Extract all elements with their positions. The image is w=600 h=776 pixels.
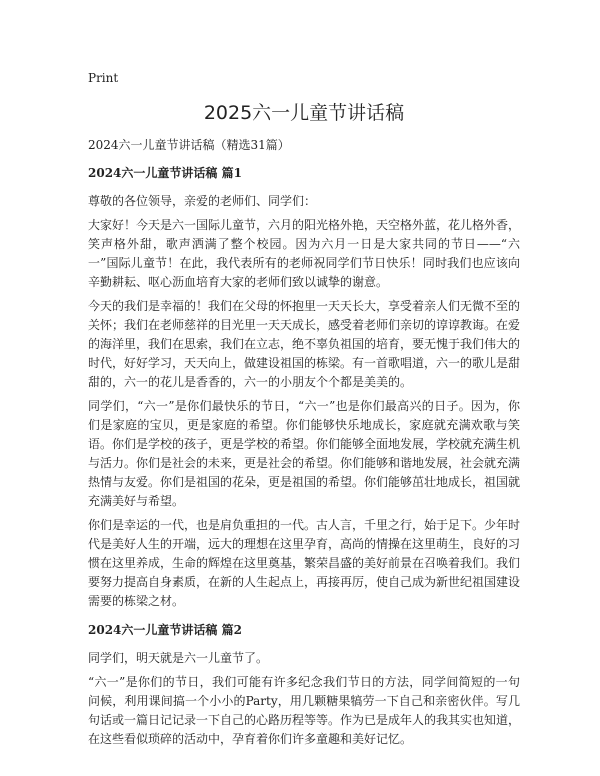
paragraph: 尊敬的各位领导，亲爱的老师们、同学们：: [88, 194, 317, 208]
print-link[interactable]: Print: [88, 71, 119, 85]
document-subtitle: 2024六一儿童节讲话稿（精选31篇）: [88, 138, 290, 152]
document-page: [88, 70, 520, 754]
section-heading: 2024六一儿童节讲话稿 篇1: [88, 166, 242, 180]
document-title: 2025六一儿童节讲话稿: [203, 102, 405, 124]
paragraph: 你们是幸运的一代，也是肩负重担的一代。古人言，千里之行，始于足下。少年时代是美好人生的开端，远大的理想在这里孕育，高尚的情操在这里萌生，良好的习惯在这里养成，生命的辉煌在这里奠基，繁荣昌盛的美好前景在召唤着我们。我们要努力提高自身素质，在新的人生起点上，再接再厉，使自己成为新世纪祖国建设需要的栋梁之材。: [88, 518, 521, 608]
paragraph: 今天的我们是幸福的！我们在父母的怀抱里一天天长大，享受着亲人们无微不至的关怀；我们在老师慈祥的目光里一天天成长，感受着老师们亲切的谆谆教诲。在爱的海洋里，我们在思索，我们在立志，绝不辜负祖国的培育，要无愧于我们伟大的时代，好好学习，天天向上，做建设祖国的栋梁。有一首歌唱道，六一的歌儿是甜甜的，六一的花儿是香香的，六一的小朋友个个都是美美的。: [88, 299, 521, 389]
paragraph: 同学们，明天就是六一儿童节了。: [88, 651, 269, 665]
paragraph: 大家好！今天是六一国际儿童节，六月的阳光格外艳，天空格外蓝，花儿格外香，笑声格外甜，歌声洒满了整个校园。因为六月一日是大家共同的节日——“六一”国际儿童节！在此，我代表所有的老师祝同学们节日快乐！同时我们也应该向辛勤耕耘、呕心沥血培育大家的老师们致以诚挚的谢意。: [88, 218, 521, 289]
paragraph: 同学们，“六一”是你们最快乐的节日，“六一”也是你们最高兴的日子。因为，你们是家庭的宝贝，更是家庭的希望。你们能够快乐地成长，家庭就充满欢歌与笑语。你们是学校的孩子，更是学校的希望。你们能够全面地发展，学校就充满生机与活力。你们是社会的未来，更是社会的希望。你们能够和谐地发展，社会就充满热情与友爱。你们是祖国的花朵，更是祖国的希望。你们能够茁壮地成长，祖国就充满美好与希望。: [88, 399, 521, 508]
section-heading: 2024六一儿童节讲话稿 篇2: [88, 623, 242, 637]
section-1: [88, 164, 520, 611]
section-2: [88, 621, 520, 749]
paragraph: “六一”是你们的节日，我们可能有许多纪念我们节日的方法，同学间简短的一句问候，利用课间搞一个小小的Party，用几颗糖果犒劳一下自己和亲密伙伴。写几句话或一篇日记记录一下自己的心路历程等等。作为已是成年人的我其实也知道，在这些看似琐碎的活动中，孕育着你们许多童趣和美好记忆。: [88, 675, 521, 746]
